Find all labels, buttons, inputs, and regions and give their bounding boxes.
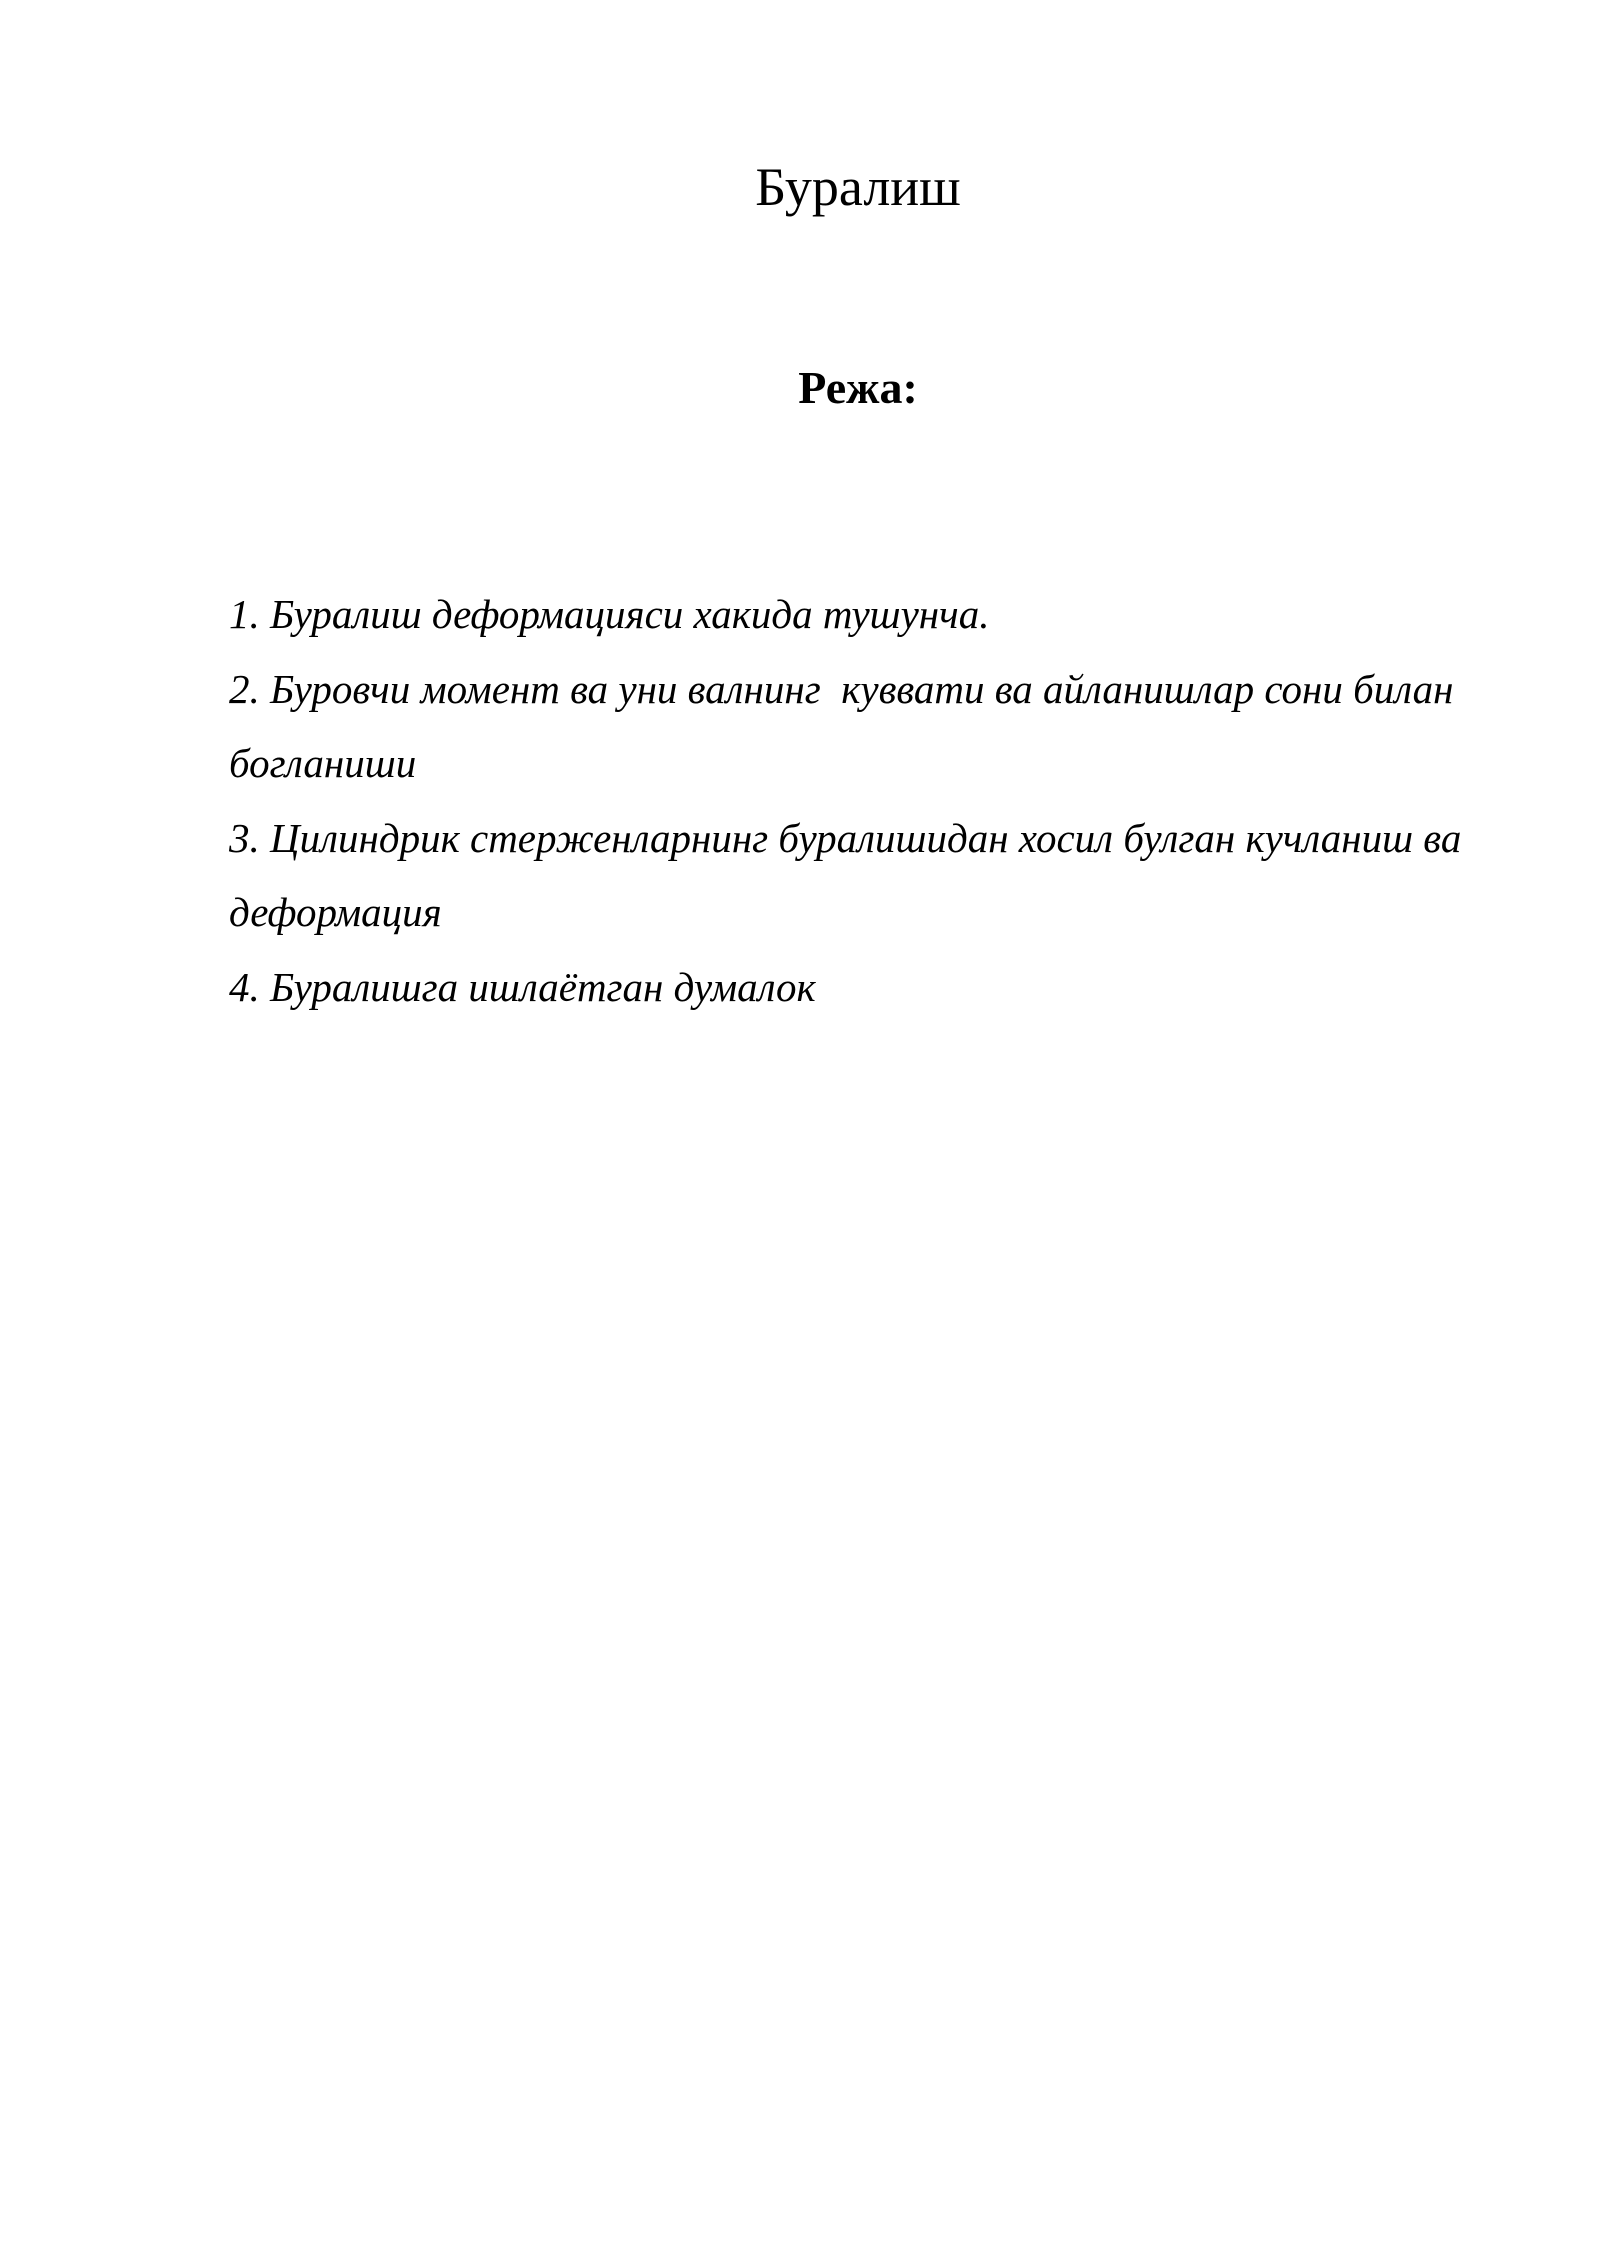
plan-item-4: 4. Буралишга ишлаётган думалок: [229, 963, 816, 1010]
plan-heading: Режа:: [798, 362, 918, 413]
plan-item-1: 1. Буралиш деформацияси хакида тушунча.: [229, 591, 990, 637]
document-title: Буралиш: [755, 157, 961, 217]
plan-list: [229, 577, 1549, 1024]
plan-item-3: 3. Цилиндрик стерженларнинг буралишидан хосил булган кучланиш ва деформация: [229, 814, 1493, 935]
plan-item-2: 2. Буровчи момент ва уни валнинг куввати ва айланишлар сони билан богланиши: [229, 665, 1474, 786]
